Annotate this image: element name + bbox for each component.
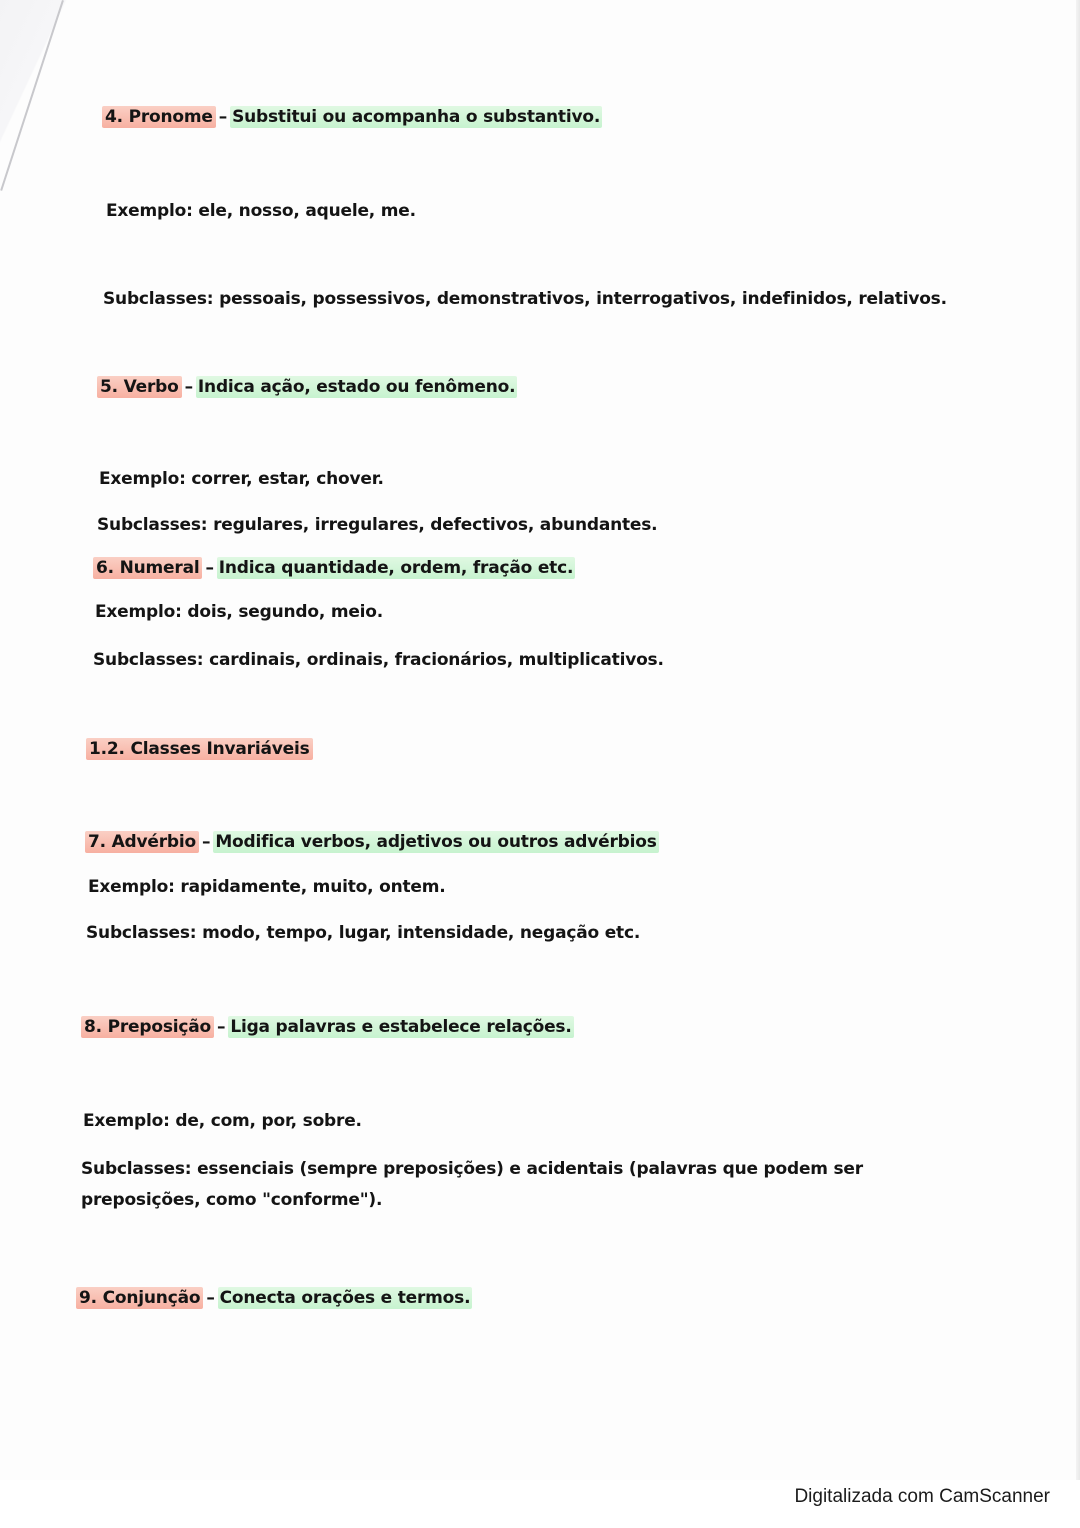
page-fold-shadow: [0, 0, 70, 200]
example-line: Exemplo: de, com, por, sobre.: [83, 1111, 362, 1131]
term-highlight: 6. Numeral: [93, 557, 202, 579]
item-heading-pronome: 4. Pronome – Substitui ou acompanha o substantivo.: [102, 107, 602, 127]
term-highlight: 4. Pronome: [102, 106, 216, 128]
example-line: Exemplo: ele, nosso, aquele, me.: [106, 201, 416, 221]
item-heading-adverbio: 7. Advérbio – Modifica verbos, adjetivos ou outros advérbios: [85, 832, 659, 852]
item-heading-numeral: 6. Numeral – Indica quantidade, ordem, fração etc.: [93, 558, 575, 578]
term-highlight: 8. Preposição: [81, 1016, 214, 1038]
item-heading-conjuncao: 9. Conjunção – Conecta orações e termos.: [76, 1288, 472, 1308]
definition-highlight: Indica ação, estado ou fenômeno.: [197, 377, 516, 397]
term-highlight: 5. Verbo: [97, 376, 182, 398]
subclasses-line-continued: preposições, como "conforme").: [81, 1190, 383, 1210]
item-heading-preposicao: 8. Preposição – Liga palavras e estabelece relações.: [81, 1017, 574, 1037]
term-highlight: 7. Advérbio: [85, 831, 199, 853]
subclasses-line: Subclasses: modo, tempo, lugar, intensidade, negação etc.: [86, 923, 641, 943]
section-highlight: 1.2. Classes Invariáveis: [86, 738, 313, 760]
subclasses-line: Subclasses: essenciais (sempre preposições) e acidentais (palavras que podem ser: [81, 1159, 863, 1179]
definition-highlight: Conecta orações e termos.: [219, 1288, 471, 1308]
definition-highlight: Substitui ou acompanha o substantivo.: [232, 107, 601, 127]
term-highlight: 9. Conjunção: [76, 1287, 203, 1309]
definition-highlight: Indica quantidade, ordem, fração etc.: [218, 558, 574, 578]
definition-highlight: Liga palavras e estabelece relações.: [230, 1017, 572, 1037]
example-line: Exemplo: rapidamente, muito, ontem.: [88, 877, 446, 897]
page-right-edge: [1076, 0, 1080, 1480]
subclasses-line: Subclasses: pessoais, possessivos, demonstrativos, interrogativos, indefinidos, relativos.: [103, 289, 947, 309]
subclasses-line: Subclasses: regulares, irregulares, defectivos, abundantes.: [97, 515, 658, 535]
camscanner-watermark: Digitalizada com CamScanner: [794, 1486, 1050, 1507]
example-line: Exemplo: dois, segundo, meio.: [95, 602, 384, 622]
example-line: Exemplo: correr, estar, chover.: [99, 469, 384, 489]
subclasses-line: Subclasses: cardinais, ordinais, fracionários, multiplicativos.: [93, 650, 664, 670]
definition-highlight: Modifica verbos, adjetivos ou outros advérbios: [215, 832, 657, 852]
item-heading-verbo: 5. Verbo – Indica ação, estado ou fenômeno.: [97, 377, 517, 397]
section-heading: [86, 739, 313, 759]
